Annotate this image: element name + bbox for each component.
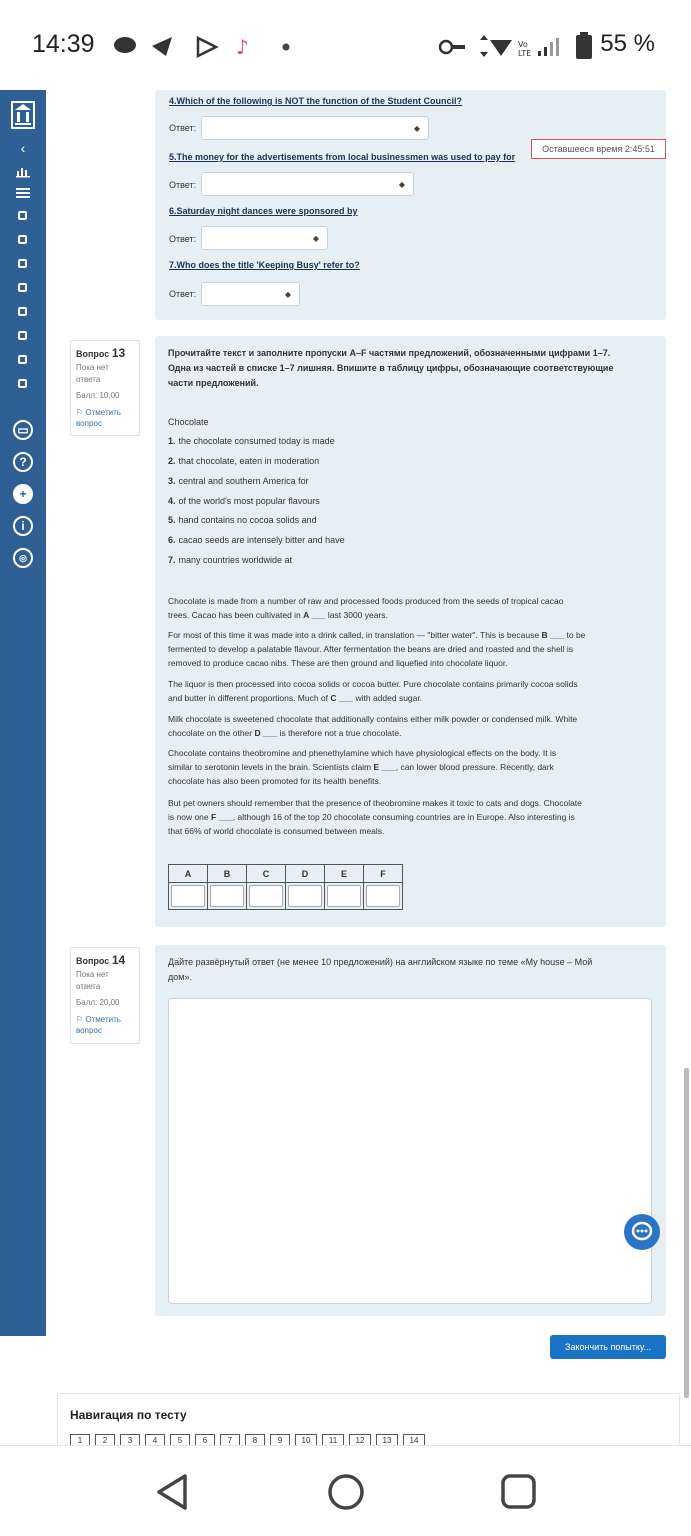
- question-number: Вопрос 14: [76, 953, 126, 967]
- list-item: 3. central and southern America for: [168, 476, 309, 486]
- list-icon[interactable]: [16, 188, 30, 198]
- table-cell: [364, 883, 403, 910]
- answer-label: Ответ:: [169, 180, 197, 190]
- answer-select[interactable]: [201, 116, 429, 140]
- list-item: 4. of the world's most popular flavours: [168, 496, 320, 506]
- time-remaining: Оставшееся время 2:45:51: [531, 139, 666, 159]
- recents-icon[interactable]: [500, 1473, 538, 1511]
- table-cell: [208, 883, 247, 910]
- list-item: 2. that chocolate, eaten in moderation: [168, 456, 320, 466]
- nav-question-2[interactable]: 2: [95, 1434, 115, 1446]
- course-section-icon[interactable]: [18, 355, 27, 364]
- answer-label: Ответ:: [169, 234, 197, 244]
- course-section-icon[interactable]: [18, 211, 27, 220]
- select-caret-icon: ◆: [284, 290, 291, 299]
- question-status: ответа: [76, 375, 101, 384]
- course-section-icon[interactable]: [18, 379, 27, 388]
- nav-question-8[interactable]: 8: [245, 1434, 265, 1446]
- nav-question-14[interactable]: 14: [403, 1434, 425, 1446]
- answer-input-f[interactable]: [366, 885, 400, 907]
- answer-table: [168, 864, 403, 910]
- question-label: 4.Which of the following is NOT the function of the Student Council?: [169, 96, 462, 106]
- course-section-icon[interactable]: [18, 283, 27, 292]
- flag-question-link[interactable]: ⚐ Отметить: [76, 408, 121, 417]
- paragraph: Chocolate contains theobromine and phenethylamine which have physiological effects on the body. It is similar to serotonin levels in the brain. Scientists claim E ___, can lower blood pressure. Recently, dark chocolate has also been promoted for its health benefits.: [168, 748, 557, 786]
- essay-textarea[interactable]: [168, 998, 652, 1304]
- table-cell: [247, 883, 286, 910]
- table-header: F: [364, 865, 403, 883]
- paragraph: But pet owners should remember that the presence of theobromine makes it toxic to cats and dogs. Chocolate is now one F ___, although 16 of the top 20 chocolate consuming countries are in Europe. Also interesting is that 66% of world chocolate is consumed between meals.: [168, 798, 582, 836]
- notification-icons: [112, 34, 262, 60]
- answer-input-a[interactable]: [171, 885, 205, 907]
- paragraph: Chocolate is made from a number of raw and processed foods produced from the seeds of tropical cacao trees. Cacao has been cultivated in A ___ last 3000 years.: [168, 596, 564, 620]
- question-status: Пока нет: [76, 970, 109, 979]
- navigation-title: Навигация по тесту: [70, 1408, 187, 1422]
- instruction: Одна из частей в списке 1–7 лишняя. Впишите в таблицу цифры, обозначающие соответствующие: [168, 363, 614, 373]
- paragraph: The liquor is then processed into cocoa solids or cocoa butter. Pure chocolate contains primarily cocoa solids and butter in different proportions. Much of C ___ with added sugar.: [168, 679, 578, 703]
- answer-input-b[interactable]: [210, 885, 244, 907]
- battery-level: 55 %: [600, 30, 655, 57]
- nav-question-9[interactable]: 9: [270, 1434, 290, 1446]
- list-item: 5. hand contains no cocoa solids and: [168, 515, 317, 525]
- table-header: C: [247, 865, 286, 883]
- list-item: 6. cacao seeds are intensely bitter and have: [168, 535, 345, 545]
- paragraph: Milk chocolate is sweetened chocolate that additionally contains either milk powder or condensed milk. White chocolate on the other D ___ is therefore not a true chocolate.: [168, 714, 578, 738]
- question-score: Балл: 20,00: [76, 998, 120, 1007]
- flag-question-link[interactable]: ⚐ Отметить: [76, 1015, 121, 1024]
- course-section-icon[interactable]: [18, 235, 27, 244]
- question-status: Пока нет: [76, 363, 109, 372]
- nav-question-12[interactable]: 12: [349, 1434, 371, 1446]
- nav-question-4[interactable]: 4: [145, 1434, 165, 1446]
- university-logo-icon[interactable]: [9, 98, 37, 130]
- message-icon[interactable]: ▭: [13, 420, 33, 440]
- question-status: ответа: [76, 982, 101, 991]
- answer-label: Ответ:: [169, 123, 197, 133]
- nav-question-3[interactable]: 3: [120, 1434, 140, 1446]
- sidebar: [0, 90, 46, 1336]
- chat-button[interactable]: [624, 1214, 660, 1250]
- question-14-info: [70, 947, 140, 1044]
- table-cell: [286, 883, 325, 910]
- nav-question-10[interactable]: 10: [295, 1434, 317, 1446]
- help-icon[interactable]: ?: [13, 452, 33, 472]
- answer-select[interactable]: [201, 172, 414, 196]
- instruction: Дайте развёрнутый ответ (не менее 10 предложений) на английском языке по теме «My house – Мой: [168, 957, 593, 967]
- clock: 14:39: [32, 30, 95, 58]
- quiz-navigation: [57, 1393, 680, 1453]
- table-header: D: [286, 865, 325, 883]
- finish-attempt-button[interactable]: Закончить попытку...: [550, 1335, 666, 1359]
- system-icons: [438, 34, 570, 60]
- instruction: дом».: [168, 972, 192, 982]
- question-label: 6.Saturday night dances were sponsored by: [169, 206, 358, 216]
- question-label: 7.Who does the title 'Keeping Busy' refer to?: [169, 260, 360, 270]
- svg-text:LTE: LTE: [518, 49, 532, 58]
- nav-question-5[interactable]: 5: [170, 1434, 190, 1446]
- android-nav-bar: [0, 1445, 691, 1536]
- table-header: B: [208, 865, 247, 883]
- course-section-icon[interactable]: [18, 259, 27, 268]
- select-caret-icon: ◆: [312, 234, 319, 243]
- back-icon[interactable]: [154, 1473, 190, 1511]
- table-header: A: [169, 865, 208, 883]
- question-score: Балл: 10,00: [76, 391, 120, 400]
- info-icon[interactable]: i: [13, 516, 33, 536]
- nav-question-6[interactable]: 6: [195, 1434, 215, 1446]
- course-section-icon[interactable]: [18, 331, 27, 340]
- home-icon[interactable]: [327, 1473, 365, 1511]
- answer-input-c[interactable]: [249, 885, 283, 907]
- question-13-info: [70, 340, 140, 436]
- dot-icon: [281, 42, 291, 52]
- table-header: E: [325, 865, 364, 883]
- nav-question-7[interactable]: 7: [220, 1434, 240, 1446]
- question-label: 5.The money for the advertisements from local businessmen was used to pay for: [169, 152, 516, 162]
- status-bar: [0, 0, 691, 90]
- course-section-icon[interactable]: [18, 307, 27, 316]
- flag-icon: ⚐: [76, 1015, 86, 1024]
- answer-label: Ответ:: [169, 289, 197, 299]
- nav-question-11[interactable]: 11: [322, 1434, 344, 1446]
- logo-badge-icon[interactable]: ◎: [13, 548, 33, 568]
- instruction: части предложений.: [168, 378, 259, 388]
- flag-icon: ⚐: [76, 408, 86, 417]
- svg-text:Vo: Vo: [518, 40, 528, 49]
- table-cell: [325, 883, 364, 910]
- answer-input-d[interactable]: [288, 885, 322, 907]
- answer-input-e[interactable]: [327, 885, 361, 907]
- paragraph: For most of this time it was made into a drink called, in translation — "bitter water". This is because B ___ to be fermented to develop a palatable flavour. After fermentation the beans are dried and roasted and the shell is removed to produce cacao nibs. These are then ground and liquefied into chocolate liquor.: [168, 630, 586, 668]
- collapse-icon[interactable]: ‹: [20, 140, 26, 156]
- list-item: 7. many countries worldwide at: [168, 555, 293, 565]
- instruction: Прочитайте текст и заполните пропуски A–F частями предложений, обозначенными цифрами 1–7.: [168, 348, 611, 358]
- scrollbar[interactable]: [684, 1068, 689, 1398]
- add-icon[interactable]: +: [13, 484, 33, 504]
- flag-question-link-2[interactable]: вопрос: [76, 1026, 102, 1035]
- nav-question-13[interactable]: 13: [376, 1434, 398, 1446]
- question-number: Вопрос 13: [76, 346, 126, 360]
- nav-question-1[interactable]: 1: [70, 1434, 90, 1446]
- battery-icon: [575, 32, 593, 60]
- grades-icon[interactable]: [16, 166, 30, 178]
- flag-question-link-2[interactable]: вопрос: [76, 419, 102, 428]
- text-title: Chocolate: [168, 417, 209, 427]
- table-cell: [169, 883, 208, 910]
- list-item: 1. the chocolate consumed today is made: [168, 436, 335, 446]
- chat-icon: [624, 1214, 660, 1250]
- select-caret-icon: ◆: [398, 180, 405, 189]
- svg-text:♪: ♪: [236, 35, 249, 59]
- answer-select[interactable]: [201, 226, 328, 250]
- answer-select[interactable]: [201, 282, 300, 306]
- select-caret-icon: ◆: [413, 124, 420, 133]
